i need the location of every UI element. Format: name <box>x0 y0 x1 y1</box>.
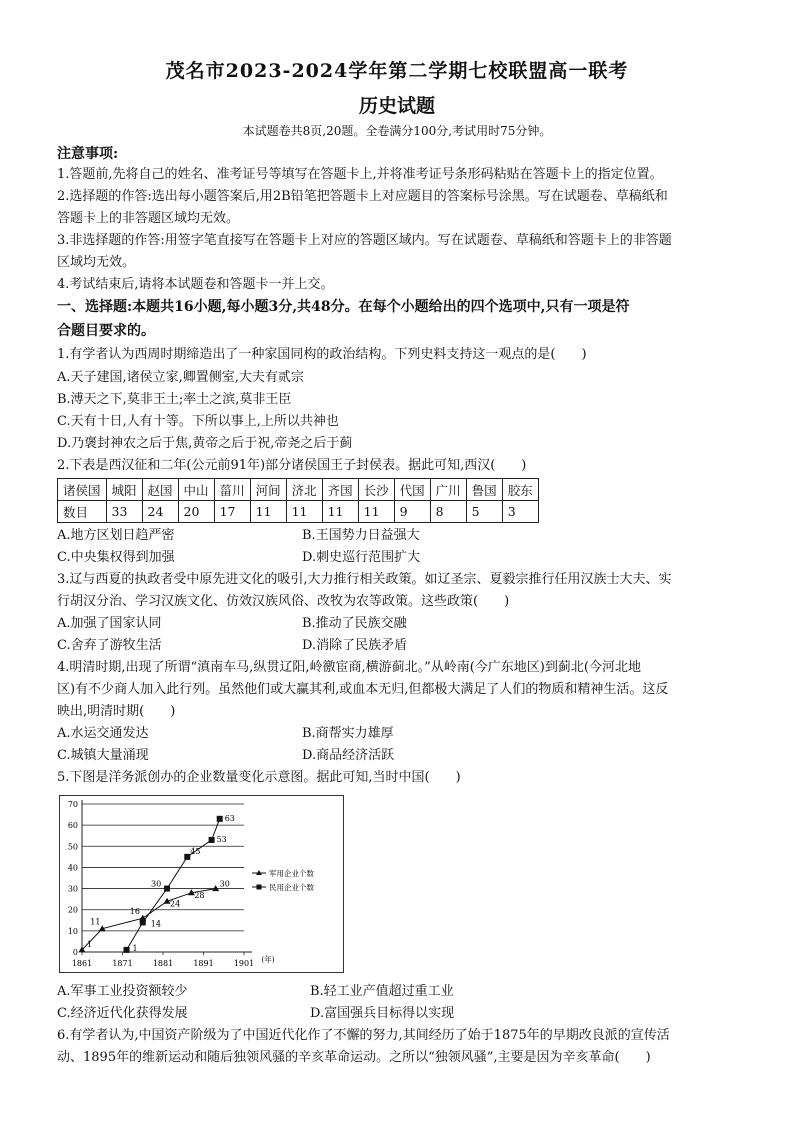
q3-stem: 3.辽与西夏的执政者受中原先进文化的吸引,大力推行相关政策。如辽圣宗、夏毅宗推行任用汉族士大夫、实 <box>57 572 672 587</box>
q6-stem: 6.有学者认为,中国资产阶级为了中国近代化作了不懈的努力,其间经历了始于1875年的早期改良派的宣传活 <box>57 1028 670 1043</box>
y-tick-label: 20 <box>67 905 78 915</box>
table-cell: 代国 <box>394 479 430 501</box>
section-heading-cont: 合题目要求的。 <box>57 323 155 339</box>
data-label: 30 <box>151 879 162 889</box>
table-header-row <box>58 479 539 501</box>
q4-stem: 4.明清时期,出现了所谓“滇南车马,纵贯辽阳,岭徼宦商,横游蓟北。”从岭南(今广东地区)到蓟北(今河北地 <box>57 660 641 675</box>
legend-label: 民用企业个数 <box>269 883 314 892</box>
table-cell: 诸侯国 <box>58 479 107 501</box>
table-cell: 数目 <box>58 501 107 523</box>
y-tick-label: 0 <box>72 948 78 957</box>
x-tick-label: 1881 <box>152 959 174 968</box>
notice-item: 答题卡上的非答题区域均无效。 <box>57 211 240 226</box>
y-tick-label: 70 <box>67 800 78 809</box>
y-tick-label: 40 <box>67 863 78 873</box>
x-tick-label: 1891 <box>193 959 214 968</box>
q3-option-d: D.消除了民族矛盾 <box>302 638 408 653</box>
table-cell: 11 <box>250 501 286 523</box>
table-row <box>58 501 539 523</box>
legend-label: 军用企业个数 <box>269 869 314 878</box>
exam-subject: 历史试题 <box>358 95 435 117</box>
data-label: 28 <box>194 890 205 900</box>
table-cell: 济北 <box>286 479 322 501</box>
q4-stem-cont: 区)有不少商人加入此行列。虽然他们或大赢其利,或血本无归,但都极大满足了人们的物质和精神生活。这反 <box>57 682 669 697</box>
y-tick-label: 10 <box>67 926 78 936</box>
table-cell: 中山 <box>178 479 214 501</box>
q3-stem-cont: 行胡汉分治、学习汉族文化、仿效汉族风俗、改牧为农等政策。这些政策( ) <box>57 594 510 609</box>
q2-option-d: D.刺史巡行范围扩大 <box>302 550 421 565</box>
table-cell: 赵国 <box>142 479 178 501</box>
q3-option-b: B.推动了民族交融 <box>302 616 407 631</box>
q4-option-c: C.城镇大量涌现 <box>57 748 149 763</box>
table-cell: 鲁国 <box>466 479 502 501</box>
q4-option-a: A.水运交通发达 <box>57 726 149 741</box>
data-label: 1 <box>132 943 138 953</box>
data-label: 14 <box>150 919 161 929</box>
data-label: 16 <box>129 907 140 917</box>
table-cell: 长沙 <box>358 479 394 501</box>
y-tick-label: 50 <box>67 842 78 852</box>
q6-stem-cont: 动、1895年的维新运动和随后独领风骚的辛亥革命运动。之所以“独领风骚”,主要是因为辛亥革命( ) <box>57 1050 651 1065</box>
table-cell: 5 <box>466 501 502 523</box>
data-point <box>140 919 146 925</box>
y-tick-label: 30 <box>67 884 78 894</box>
data-label: 11 <box>90 917 101 927</box>
q1-option-c: C.天有十日,人有十等。下所以事上,上所以共神也 <box>57 414 339 429</box>
q4-option-b: B.商帮实力雄厚 <box>302 726 394 741</box>
table-cell: 11 <box>322 501 358 523</box>
notice-item: 4.考试结束后,请将本试题卷和答题卡一并上交。 <box>57 277 334 292</box>
q1-option-b: B.溥天之下,莫非王土;率土之滨,莫非王臣 <box>57 392 292 407</box>
table-cell: 8 <box>430 501 466 523</box>
series-line <box>127 819 220 950</box>
table-cell: 17 <box>214 501 250 523</box>
x-tick-label: 1861 <box>71 959 93 968</box>
section-heading: 一、选择题:本题共16小题,每小题3分,共48分。在每个小题给出的四个选项中,只有一项是符 <box>57 299 630 315</box>
notice-item: 区域均无效。 <box>57 255 136 270</box>
table-cell: 11 <box>358 501 394 523</box>
x-tick-label: 1871 <box>112 959 133 968</box>
data-point <box>212 885 219 891</box>
data-label: 30 <box>219 879 230 889</box>
table-cell: 9 <box>394 501 430 523</box>
table-cell: 城阳 <box>106 479 142 501</box>
exam-info: 本试题卷共8页,20题。全卷满分100分,考试用时75分钟。 <box>242 124 552 138</box>
table-cell: 齐国 <box>322 479 358 501</box>
table-cell: 广川 <box>430 479 466 501</box>
table-cell: 河间 <box>250 479 286 501</box>
x-tick-label: 1901 <box>233 959 255 968</box>
table-cell: 3 <box>502 501 538 523</box>
notice-item: 3.非选择题的作答:用签字笔直接写在答题卡上对应的答题区域内。写在试题卷、草稿纸和答题卡上的非答题 <box>57 233 672 248</box>
data-point <box>209 837 215 843</box>
q5-stem: 5.下图是洋务派创办的企业数量变化示意图。据此可知,当时中国( ) <box>57 770 461 785</box>
enterprise-line-chart <box>59 795 344 973</box>
y-tick-label: 60 <box>67 821 78 831</box>
q3-option-a: A.加强了国家认同 <box>57 616 162 631</box>
legend-marker <box>257 885 262 890</box>
data-point <box>124 947 130 953</box>
notice-heading: 注意事项: <box>57 146 119 162</box>
table-cell: 24 <box>142 501 178 523</box>
data-label: 1 <box>87 939 93 949</box>
q2-option-b: B.王国势力日益强大 <box>302 528 420 543</box>
table-cell: 20 <box>178 501 214 523</box>
q2-stem: 2.下表是西汉征和二年(公元前91年)部分诸侯国王子封侯表。据此可知,西汉( ) <box>57 458 527 473</box>
q4-option-d: D.商品经济活跃 <box>302 748 395 763</box>
q5-option-a: A.军事工业投资额较少 <box>57 984 188 999</box>
table-cell: 胶东 <box>502 479 538 501</box>
data-label: 24 <box>170 899 181 909</box>
table-cell: 菑川 <box>214 479 250 501</box>
q3-option-c: C.舍弃了游牧生活 <box>57 638 162 653</box>
q1-option-d: D.乃褒封神农之后于焦,黄帝之后于祝,帝尧之后于蓟 <box>57 436 353 451</box>
data-label: 53 <box>216 834 227 844</box>
q2-option-a: A.地方区划日趋严密 <box>57 528 175 543</box>
table-cell: 11 <box>286 501 322 523</box>
q1-option-a: A.天子建国,诸侯立家,卿置侧室,大夫有贰宗 <box>57 370 304 385</box>
q5-option-c: C.经济近代化获得发展 <box>57 1006 188 1021</box>
notice-item: 2.选择题的作答:选出每小题答案后,用2B铅笔把答题卡上对应题目的答案标号涂黑。写在试题卷、草稿纸和 <box>57 189 668 204</box>
q1-stem: 1.有学者认为西周时期缔造出了一种家国同构的政治结构。下列史料支持这一观点的是( ) <box>57 347 587 362</box>
fief-table <box>57 478 539 523</box>
q5-option-b: B.轻工业产值超过重工业 <box>310 984 454 999</box>
data-point <box>217 816 223 822</box>
x-axis-label: (年) <box>261 955 275 964</box>
data-label: 45 <box>190 846 201 856</box>
q5-option-d: D.富国强兵目标得以实现 <box>310 1006 455 1021</box>
data-label: 63 <box>224 813 235 823</box>
q4-stem-cont: 映出,明清时期( ) <box>57 704 176 719</box>
exam-title: 茂名市2023-2024学年第二学期七校联盟高一联考 <box>165 60 629 82</box>
table-cell: 33 <box>106 501 142 523</box>
notice-item: 1.答题前,先将自己的姓名、准考证号等填写在答题卡上,并将准考证号条形码粘贴在答题卡上的指定位置。 <box>57 167 663 182</box>
q2-option-c: C.中央集权得到加强 <box>57 550 175 565</box>
data-point <box>164 886 170 892</box>
